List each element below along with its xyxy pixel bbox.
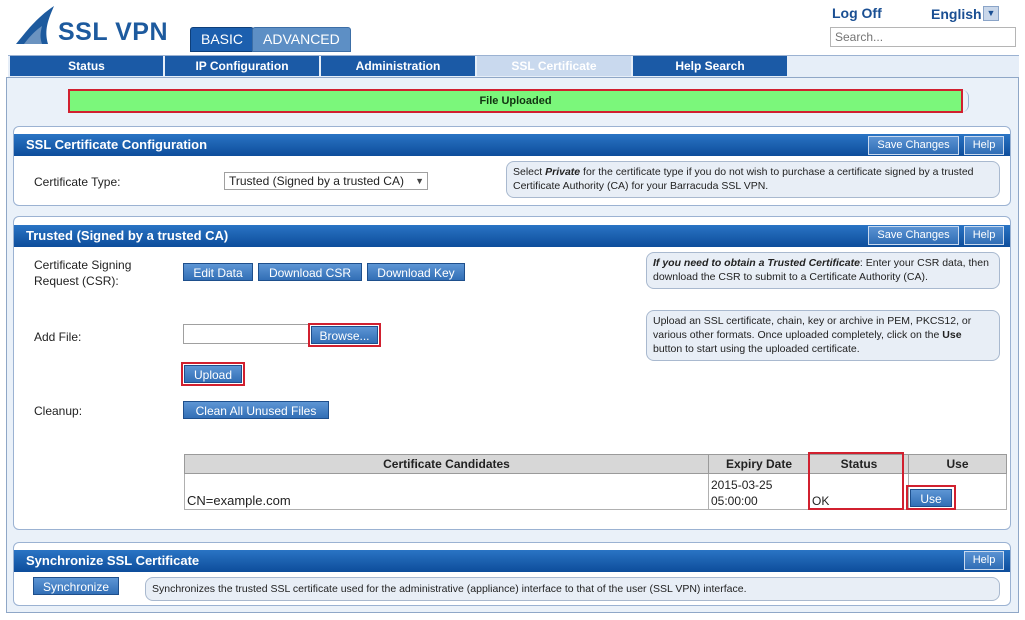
help-button[interactable]: Help bbox=[964, 551, 1004, 570]
download-key-button[interactable]: Download Key bbox=[367, 263, 465, 281]
status-cell: OK bbox=[810, 474, 909, 510]
cleanup-label: Cleanup: bbox=[34, 404, 83, 418]
save-changes-button[interactable]: Save Changes bbox=[868, 136, 959, 155]
cert-type-help: Select Private for the certificate type if you do not wish to purchase a certificate signed by a trusted Certificate Authority (CA) for your Barracuda SSL VPN. bbox=[506, 161, 1000, 198]
status-highlight bbox=[808, 452, 904, 510]
trusted-title: Trusted (Signed by a trusted CA) bbox=[14, 225, 1010, 247]
message-divider bbox=[962, 90, 969, 112]
help-button[interactable]: Help bbox=[964, 226, 1004, 245]
logo-text: SSL VPN bbox=[58, 18, 169, 46]
chevron-down-icon: ▼ bbox=[415, 176, 424, 186]
column-header-use: Use bbox=[909, 455, 1007, 474]
search-input[interactable] bbox=[830, 27, 1016, 47]
file-path-input[interactable] bbox=[183, 324, 309, 344]
browse-button[interactable]: Browse... bbox=[311, 326, 378, 344]
nav-item-ssl-certificate[interactable]: SSL Certificate bbox=[477, 56, 633, 76]
tab-basic[interactable]: BASIC bbox=[190, 27, 254, 52]
nav-item-administration[interactable]: Administration bbox=[321, 56, 477, 76]
cert-type-label: Certificate Type: bbox=[34, 175, 121, 189]
column-header-candidates: Certificate Candidates bbox=[185, 455, 709, 474]
column-header-expiry: Expiry Date bbox=[709, 455, 810, 474]
edit-data-button[interactable]: Edit Data bbox=[183, 263, 253, 281]
cert-type-select[interactable] bbox=[224, 172, 428, 190]
chevron-down-icon[interactable]: ▼ bbox=[983, 6, 999, 21]
language-select[interactable]: English bbox=[931, 6, 982, 22]
cert-type-value: Trusted (Signed by a trusted CA) bbox=[229, 174, 404, 188]
column-header-status: Status bbox=[810, 455, 909, 474]
save-changes-button[interactable]: Save Changes bbox=[868, 226, 959, 245]
sync-title: Synchronize SSL Certificate bbox=[14, 550, 1010, 572]
upload-help: Upload an SSL certificate, chain, key or archive in PEM, PKCS12, or various other formats. Once uploaded completely, click on the Use button to start using the uploaded certificate. bbox=[646, 310, 1000, 361]
logoff-link[interactable]: Log Off bbox=[832, 5, 882, 21]
clean-unused-files-button[interactable]: Clean All Unused Files bbox=[183, 401, 329, 419]
use-button[interactable]: Use bbox=[910, 489, 952, 507]
sync-description: Synchronizes the trusted SSL certificate used for the administrative (appliance) interface to that of the user (SSL VPN) interface. bbox=[145, 577, 1000, 601]
barracuda-fin-icon bbox=[14, 4, 60, 46]
candidate-cell: CN=example.com bbox=[185, 474, 709, 510]
nav-item-ip-configuration[interactable]: IP Configuration bbox=[165, 56, 321, 76]
nav-item-status[interactable]: Status bbox=[10, 56, 165, 76]
help-button[interactable]: Help bbox=[964, 136, 1004, 155]
nav-item-help-search[interactable]: Help Search bbox=[633, 56, 789, 76]
download-csr-button[interactable]: Download CSR bbox=[258, 263, 362, 281]
tab-advanced[interactable]: ADVANCED bbox=[252, 27, 351, 52]
synchronize-button[interactable]: Synchronize bbox=[33, 577, 119, 595]
add-file-label: Add File: bbox=[34, 330, 82, 344]
upload-button[interactable]: Upload bbox=[184, 365, 242, 383]
csr-label: Certificate Signing Request (CSR): bbox=[34, 258, 132, 288]
ssl-config-title: SSL Certificate Configuration bbox=[14, 134, 1010, 156]
status-message: File Uploaded bbox=[68, 89, 963, 113]
csr-help: If you need to obtain a Trusted Certificate: Enter your CSR data, then download the CSR to submit to a Certificate Authority (CA). bbox=[646, 252, 1000, 289]
expiry-cell: 2015-03-25 05:00:00 bbox=[709, 474, 810, 510]
